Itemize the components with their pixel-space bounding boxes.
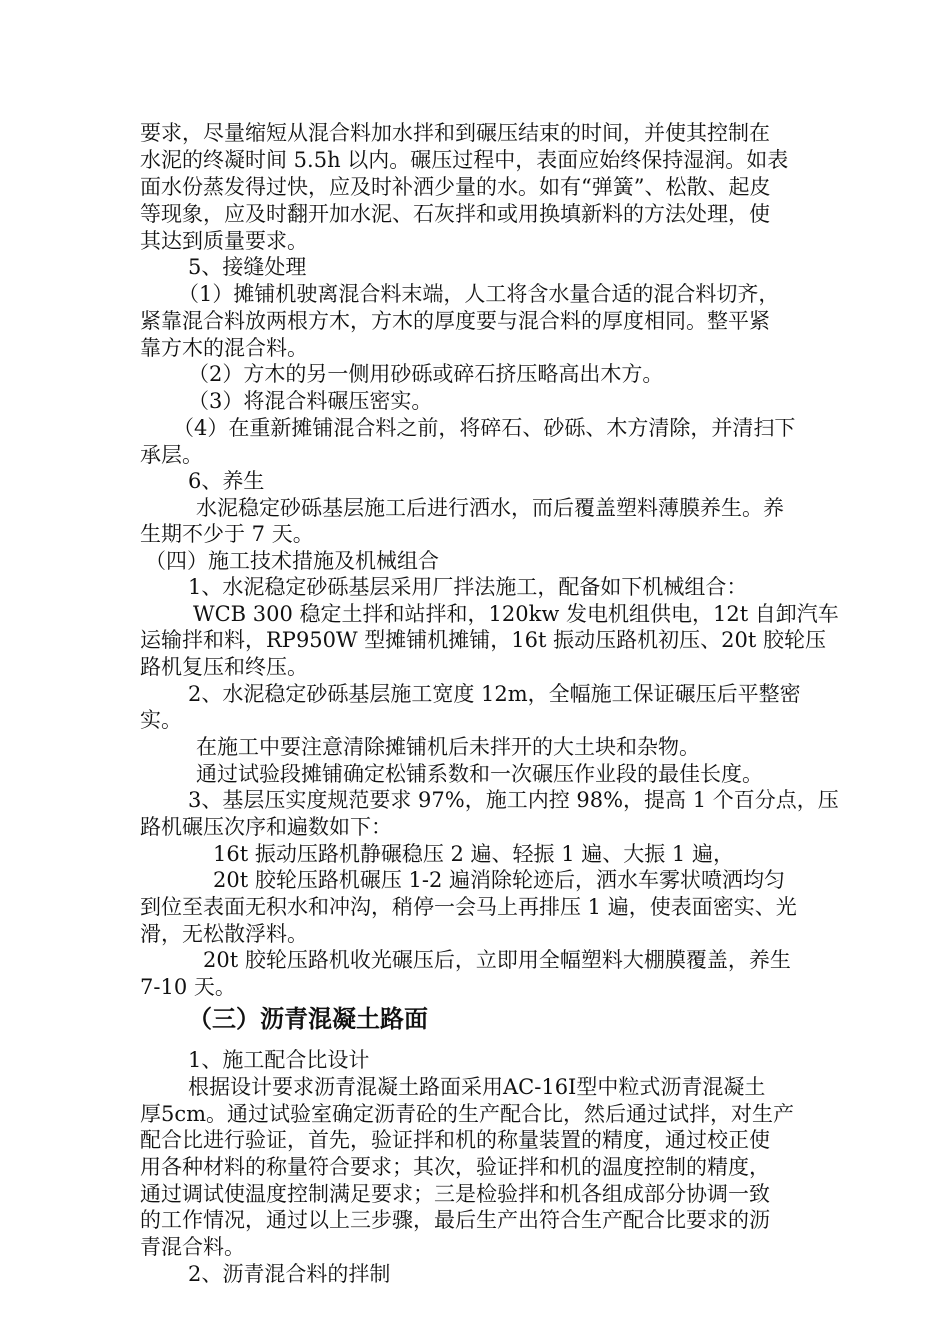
text-line: （3）将混合料碾压密实。 <box>188 389 433 413</box>
text-line: 靠方木的混合料。 <box>140 336 308 360</box>
text-line: 20t 胶轮压路机收光碾压后，立即用全幅塑料大棚膜覆盖，养生 <box>203 948 791 972</box>
text-line: 1、水泥稳定砂砾基层采用厂拌法施工，配备如下机械组合： <box>188 575 748 599</box>
text-line: （4）在重新摊铺混合料之前，将碎石、砂砾、木方清除，并清扫下 <box>173 416 796 440</box>
text-line: 的工作情况，通过以上三步骤，最后生产出符合生产配合比要求的沥 <box>140 1208 770 1232</box>
text-line: 1、施工配合比设计 <box>188 1048 370 1072</box>
text-line: 5、接缝处理 <box>188 255 307 279</box>
text-line: 承层。 <box>140 443 203 467</box>
text-line: 滑，无松散浮料。 <box>140 922 308 946</box>
text-line: 青混合料。 <box>140 1235 245 1259</box>
text-line: （四）施工技术措施及机械组合 <box>145 549 439 573</box>
section-heading: （三）沥青混凝土路面 <box>188 1005 428 1033</box>
text-line: 根据设计要求沥青混凝土路面采用AC-16Ⅰ型中粒式沥青混凝土 <box>188 1075 766 1099</box>
text-line: 2、水泥稳定砂砾基层施工宽度 12m，全幅施工保证碾压后平整密 <box>188 682 801 706</box>
text-line: 等现象，应及时翻开加水泥、石灰拌和或用换填新料的方法处理，使 <box>140 202 770 226</box>
text-line: 水泥稳定砂砾基层施工后进行洒水，而后覆盖塑料薄膜养生。养 <box>196 496 784 520</box>
text-line: （2）方木的另一侧用砂砾或碎石挤压略高出木方。 <box>188 362 664 386</box>
text-line: 3、基层压实度规范要求 97%，施工内控 98%，提高 1 个百分点，压 <box>188 788 839 812</box>
text-line: 2、沥青混合料的拌制 <box>188 1262 391 1286</box>
text-line: 厚5cm。通过试验室确定沥青砼的生产配合比，然后通过试拌，对生产 <box>140 1102 795 1126</box>
text-line: （1）摊铺机驶离混合料末端，人工将含水量合适的混合料切齐， <box>178 282 780 306</box>
text-line: 运输拌和料，RP950W 型摊铺机摊铺，16t 振动压路机初压、20t 胶轮压 <box>140 628 826 652</box>
text-line: 紧靠混合料放两根方木，方木的厚度要与混合料的厚度相同。整平紧 <box>140 309 770 333</box>
text-line: 用各种材料的称量符合要求；其次，验证拌和机的温度控制的精度， <box>140 1155 770 1179</box>
text-line: 7-10 天。 <box>140 975 236 999</box>
text-line: 通过试验段摊铺确定松铺系数和一次碾压作业段的最佳长度。 <box>196 762 763 786</box>
text-line: 在施工中要注意清除摊铺机后未拌开的大土块和杂物。 <box>196 735 700 759</box>
text-line: 6、养生 <box>188 469 265 493</box>
text-line: 20t 胶轮压路机碾压 1-2 遍消除轮迹后，洒水车雾状喷洒均匀 <box>213 868 786 892</box>
text-line: 面水份蒸发得过快，应及时补洒少量的水。如有“弹簧”、松散、起皮 <box>140 175 771 199</box>
text-line: 路机复压和终压。 <box>140 655 308 679</box>
text-line: 其达到质量要求。 <box>140 229 308 253</box>
text-line: 配合比进行验证，首先，验证拌和机的称量装置的精度，通过校正使 <box>140 1128 770 1152</box>
text-line: 路机碾压次序和遍数如下： <box>140 815 392 839</box>
text-line: 要求，尽量缩短从混合料加水拌和到碾压结束的时间，并使其控制在 <box>140 121 770 145</box>
text-line: 实。 <box>140 708 182 732</box>
text-line: 水泥的终凝时间 5.5h 以内。碾压过程中，表面应始终保持湿润。如表 <box>140 148 789 172</box>
text-line: 到位至表面无积水和冲沟，稍停一会马上再排压 1 遍，使表面密实、光 <box>140 895 797 919</box>
text-line: 通过调试使温度控制满足要求；三是检验拌和机各组成部分协调一致 <box>140 1182 770 1206</box>
text-line: 16t 振动压路机静碾稳压 2 遍、轻振 1 遍、大振 1 遍， <box>213 842 734 866</box>
text-line: WCB 300 稳定土拌和站拌和，120kw 发电机组供电，12t 自卸汽车 <box>193 602 839 626</box>
text-line: 生期不少于 7 天。 <box>140 522 314 546</box>
